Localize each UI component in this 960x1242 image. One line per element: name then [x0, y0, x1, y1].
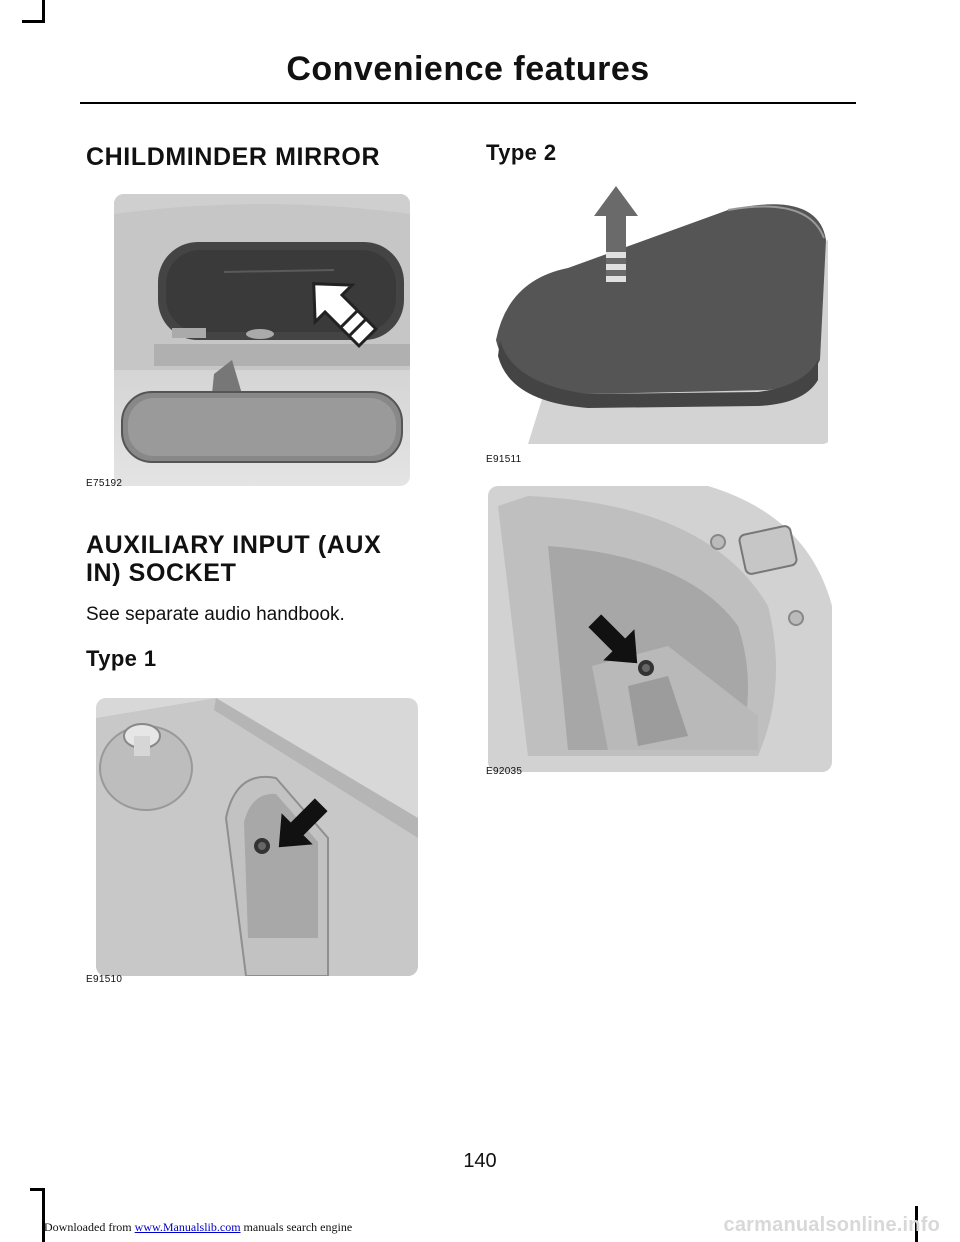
figure-code: E75192	[86, 478, 123, 489]
crop-mark	[42, 0, 45, 22]
type1-label: Type 1	[86, 646, 157, 671]
aux-type2-socket-figure	[488, 486, 832, 772]
header-rule	[80, 102, 856, 104]
aux-in-body: See separate audio handbook.	[86, 604, 345, 625]
page-title: Convenience features	[286, 50, 650, 88]
type2-label: Type 2	[486, 140, 557, 165]
manualslib-link[interactable]: www.Manualslib.com	[134, 1220, 241, 1234]
page-number: 140	[463, 1150, 497, 1172]
childminder-mirror-figure	[114, 194, 410, 486]
footer-download-line	[44, 1220, 352, 1235]
childminder-mirror-heading: CHILDMINDER MIRROR	[86, 143, 381, 171]
figure-code: E91511	[486, 454, 522, 465]
aux-type2-armrest-figure	[488, 180, 832, 444]
crop-mark	[22, 20, 45, 23]
aux-type1-figure	[96, 698, 418, 976]
figure-code: E92035	[486, 766, 523, 777]
footer-prefix: Downloaded from	[44, 1220, 132, 1234]
footer-suffix: manuals search engine	[243, 1220, 353, 1234]
aux-in-heading-line2: IN) SOCKET	[86, 559, 237, 587]
crop-mark	[30, 1188, 45, 1191]
watermark: carmanualsonline.info	[723, 1214, 940, 1236]
aux-in-heading-line1: AUXILIARY INPUT (AUX	[86, 531, 382, 559]
figure-code: E91510	[86, 974, 123, 985]
